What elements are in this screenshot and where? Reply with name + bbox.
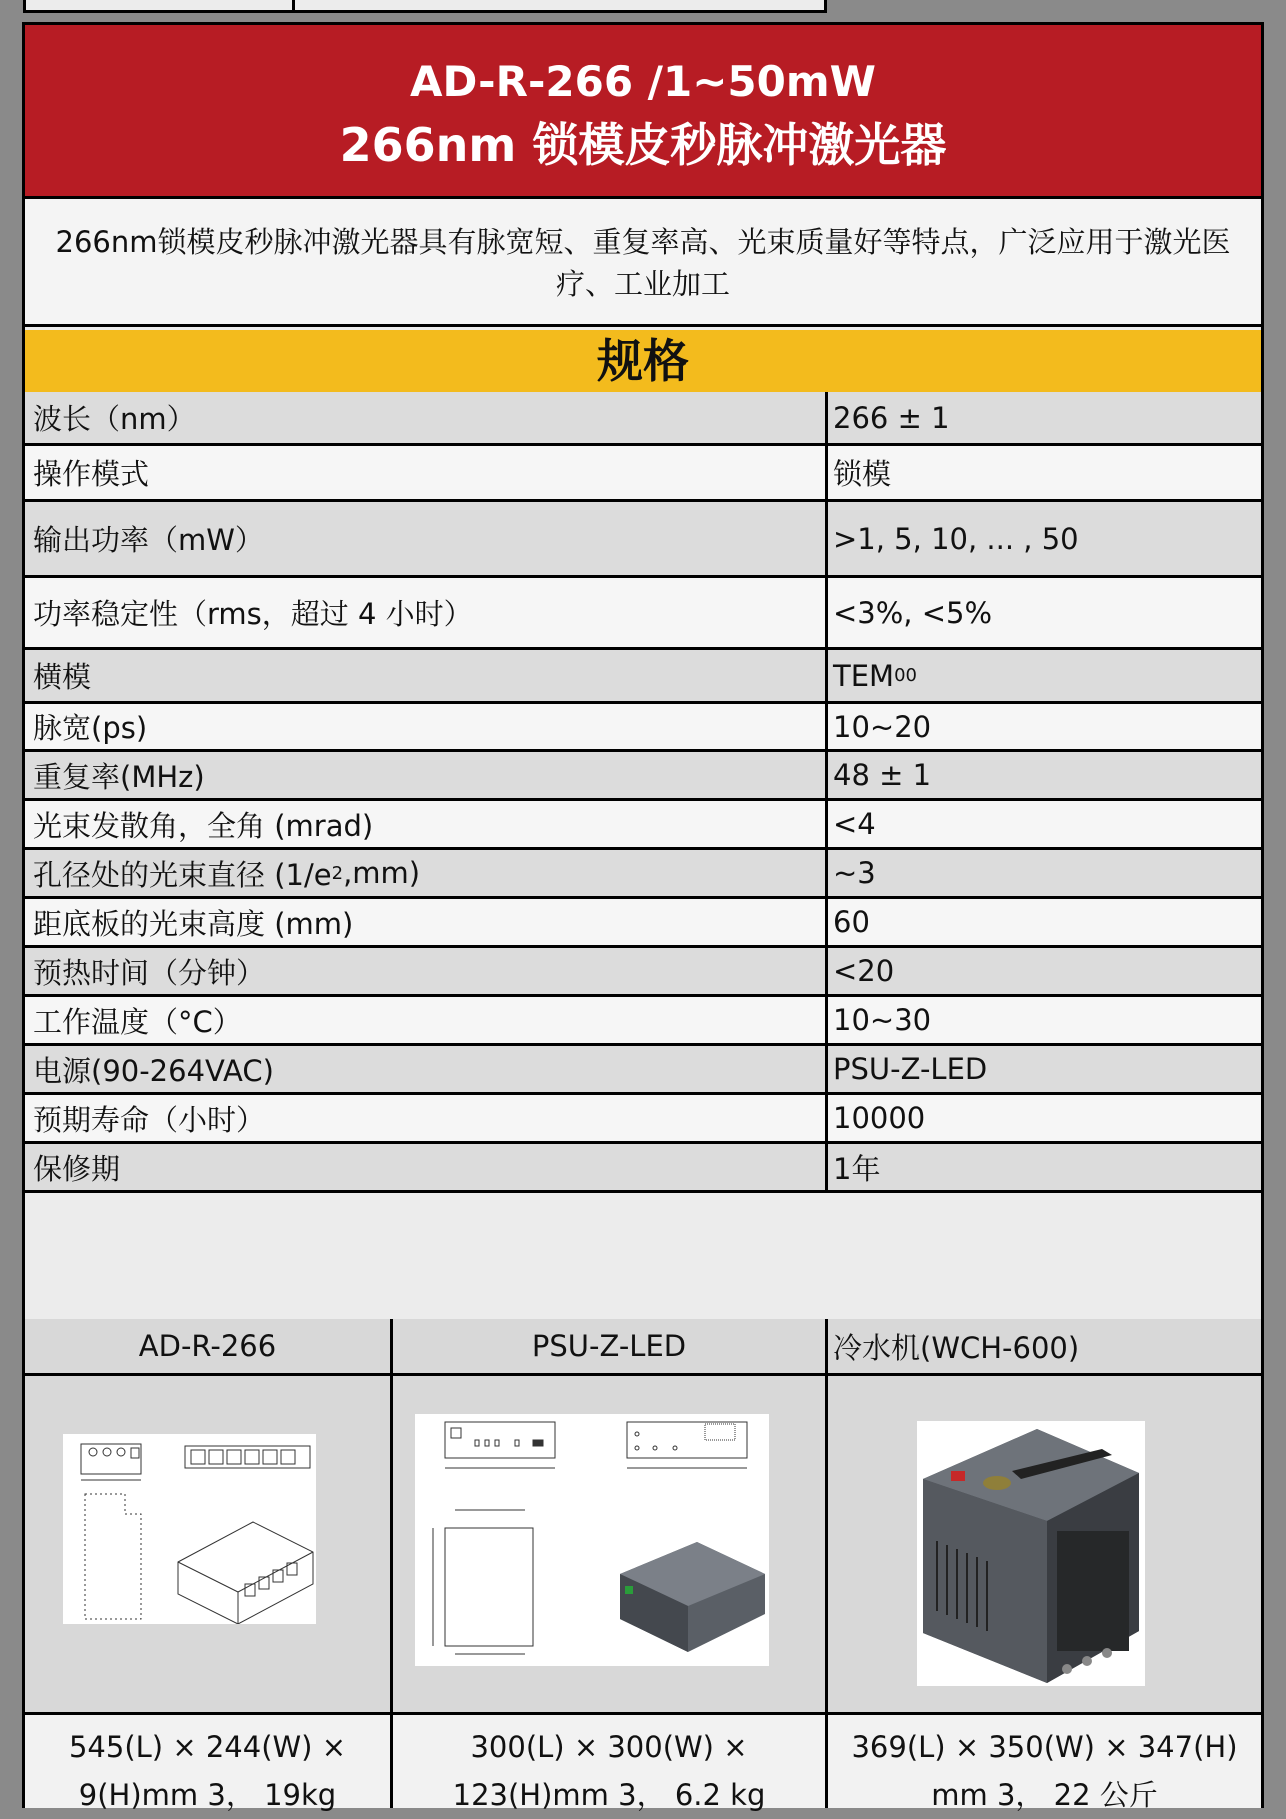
spec-key: 距底板的光束高度 (mm) bbox=[33, 906, 354, 941]
spec-row bbox=[25, 899, 1261, 948]
product-names-row bbox=[25, 1319, 1261, 1376]
spec-value: >1, 5, 10, ... , 50 bbox=[833, 521, 1079, 556]
spec-key: 预期寿命（小时） bbox=[33, 1102, 266, 1137]
previous-table-row-fragment bbox=[23, 0, 827, 13]
spec-row bbox=[25, 704, 1261, 752]
spec-key: 横模 bbox=[33, 660, 92, 694]
spec-key: 保修期 bbox=[33, 1151, 121, 1186]
spec-row bbox=[25, 801, 1261, 850]
spec-key: 重复率(MHz) bbox=[33, 759, 205, 794]
spec-row bbox=[25, 1095, 1261, 1144]
product-dimensions-row bbox=[25, 1715, 1261, 1812]
product-description: 266nm锁模皮秒脉冲激光器具有脉宽短、重复率高、光束质量好等特点，广泛应用于激光医疗、工业加工 bbox=[25, 199, 1261, 327]
product-images-row bbox=[25, 1376, 1261, 1715]
product-spec-sheet bbox=[22, 22, 1264, 1812]
product-dimensions: 369(L) × 350(W) × 347(H) mm 3， 22 公斤 bbox=[851, 1730, 1238, 1812]
spec-value: ~3 bbox=[833, 856, 876, 890]
spec-key: 工作温度（°C） bbox=[33, 1004, 242, 1039]
laser-head-drawing-icon bbox=[63, 1434, 316, 1624]
spec-row bbox=[25, 1144, 1261, 1193]
model-title: AD-R-266 /1~50mW bbox=[410, 57, 876, 106]
spec-value: 10~20 bbox=[833, 709, 932, 744]
spec-value: PSU-Z-LED bbox=[833, 1052, 988, 1086]
spec-key: 孔径处的光束直径 (1/e 2 ,mm) bbox=[33, 856, 421, 892]
spec-row bbox=[25, 502, 1261, 578]
spec-row bbox=[25, 650, 1261, 704]
spec-value: 10000 bbox=[833, 1101, 926, 1135]
spec-key: 光束发散角，全角 (mrad) bbox=[33, 808, 374, 843]
spec-row bbox=[25, 1046, 1261, 1095]
spec-key: 预热时间（分钟） bbox=[33, 955, 266, 990]
spec-row bbox=[25, 446, 1261, 502]
power-supply-drawing-icon bbox=[415, 1414, 769, 1666]
spec-value: TEM 00 bbox=[833, 658, 917, 693]
spec-value: 锁模 bbox=[833, 457, 892, 491]
spec-row bbox=[25, 392, 1261, 446]
spec-header: 规格 bbox=[25, 330, 1261, 395]
spec-value: 266 ± 1 bbox=[833, 400, 950, 435]
spec-value: <20 bbox=[833, 954, 895, 988]
product-name: 冷水机(WCH-600) bbox=[833, 1330, 1080, 1365]
title-banner bbox=[25, 25, 1261, 199]
spec-row bbox=[25, 948, 1261, 997]
product-name: PSU-Z-LED bbox=[531, 1329, 687, 1363]
spec-key: 输出功率（mW） bbox=[33, 523, 264, 557]
spec-value: 60 bbox=[833, 905, 870, 939]
spec-row bbox=[25, 997, 1261, 1046]
spec-key: 操作模式 bbox=[33, 457, 150, 491]
spec-key: 波长（nm） bbox=[33, 402, 196, 436]
product-title: 266nm 锁模皮秒脉冲激光器 bbox=[339, 118, 947, 172]
spec-row bbox=[25, 752, 1261, 801]
spec-row bbox=[25, 850, 1261, 899]
spec-row bbox=[25, 578, 1261, 650]
product-name: AD-R-266 bbox=[138, 1329, 277, 1363]
spec-value: 48 ± 1 bbox=[833, 758, 932, 792]
spec-key: 脉宽(ps) bbox=[33, 711, 148, 745]
chiller-icon bbox=[917, 1421, 1145, 1686]
product-dimensions: 300(L) × 300(W) × 123(H)mm 3， 6.2 kg bbox=[452, 1730, 766, 1812]
spec-value: <4 bbox=[833, 807, 876, 841]
spec-key: 电源(90-264VAC) bbox=[33, 1053, 274, 1088]
spec-value: 1年 bbox=[833, 1151, 881, 1186]
spec-key: 功率稳定性（rms，超过 4 小时） bbox=[33, 597, 473, 631]
spec-value: 10~30 bbox=[833, 1003, 932, 1037]
product-dimensions: 545(L) × 244(W) × 9(H)mm 3， 19kg bbox=[68, 1730, 347, 1812]
spec-value: <3%, <5% bbox=[833, 595, 993, 630]
